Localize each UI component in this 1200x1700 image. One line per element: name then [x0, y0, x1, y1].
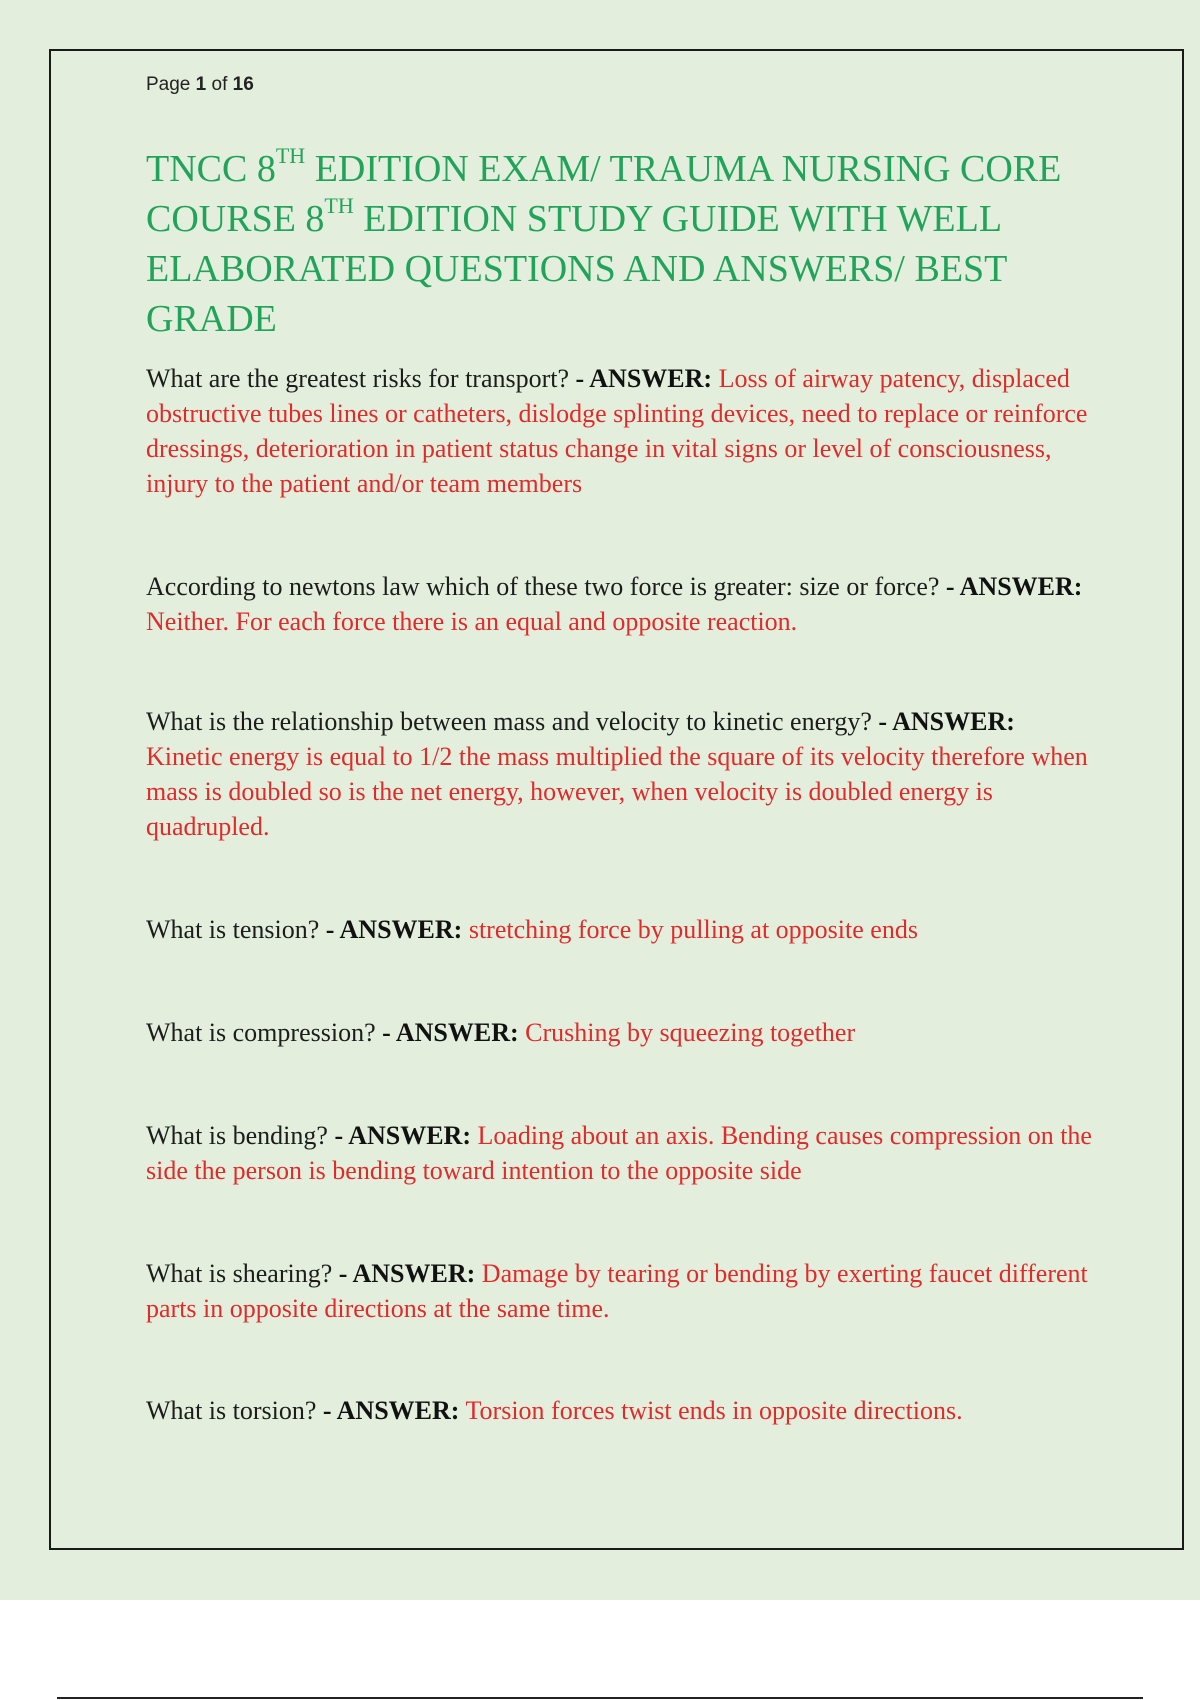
separator: - [319, 915, 340, 944]
question-text: According to newtons law which of these two force is greater: size or force? [146, 572, 940, 601]
page-number-prefix: Page [146, 74, 191, 95]
qa-item [146, 912, 1096, 947]
answer-text: Loading about an axis. Bending causes compression on the side the person is bending toward intention to the opposite side [146, 1121, 1092, 1185]
page-number-current: 1 [195, 74, 207, 95]
separator: - [939, 572, 960, 601]
qa-item [146, 1393, 1096, 1428]
answer-label: ANSWER: [339, 915, 463, 944]
separator: - [316, 1396, 337, 1425]
title-part-2: EDITION EXAM/ TRAUMA NURSING CORE COURSE 8 [146, 148, 1062, 240]
question-text: What is shearing? [146, 1259, 333, 1288]
qa-item [146, 1118, 1096, 1188]
qa-item [146, 1256, 1096, 1326]
question-text: What is bending? [146, 1121, 328, 1150]
separator: - [569, 364, 590, 393]
title-part-3: EDITION STUDY GUIDE WITH WELL ELABORATED QUESTIONS AND ANSWERS/ BEST GRADE [146, 198, 1007, 340]
separator: - [871, 707, 893, 736]
page-number [146, 74, 254, 96]
answer-text: stretching force by pulling at opposite ends [468, 915, 918, 944]
question-text: What is torsion? [146, 1396, 317, 1425]
qa-item [146, 1015, 1096, 1050]
page-number-of: of [211, 74, 228, 95]
answer-text: Kinetic energy is equal to 1/2 the mass multiplied the square of its velocity therefore when mass is doubled so is the net energy, however, when velocity is doubled energy is quadrupled. [146, 742, 1088, 841]
title-superscript-2: TH [324, 193, 354, 219]
page-number-total: 16 [232, 74, 254, 95]
title-part-1: TNCC 8 [146, 148, 276, 190]
qa-item [146, 569, 1096, 639]
document-title [146, 144, 1106, 344]
answer-text: Loss of airway patency, displaced obstructive tubes lines or catheters, dislodge splinting devices, need to replace or reinforce dressings, deterioration in patient status change in vital signs or level of consciousness, injury to the patient and/or team members [146, 364, 1088, 498]
separator: - [332, 1259, 353, 1288]
separator: - [375, 1018, 396, 1047]
question-text: What is compression? [146, 1018, 376, 1047]
title-superscript-1: TH [275, 143, 306, 169]
answer-label: ANSWER: [589, 364, 713, 393]
answer-label: ANSWER: [348, 1121, 471, 1150]
separator: - [327, 1121, 349, 1150]
answer-label: ANSWER: [395, 1018, 519, 1047]
answer-label: ANSWER: [959, 572, 1083, 601]
question-text: What are the greatest risks for transport? [146, 364, 570, 393]
answer-label: ANSWER: [336, 1396, 460, 1425]
answer-text: Neither. For each force there is an equal and opposite reaction. [146, 607, 798, 636]
answer-label: ANSWER: [892, 707, 1015, 736]
qa-item [146, 704, 1096, 844]
question-text: What is tension? [146, 915, 320, 944]
answer-text: Torsion forces twist ends in opposite directions. [465, 1396, 963, 1425]
qa-item [146, 361, 1096, 501]
answer-text: Crushing by squeezing together [525, 1018, 856, 1047]
bottom-divider [57, 1697, 1143, 1699]
answer-label: ANSWER: [352, 1259, 476, 1288]
question-text: What is the relationship between mass and velocity to kinetic energy? [146, 707, 872, 736]
answer-text: Damage by tearing or bending by exerting faucet different parts in opposite directions at the same time. [146, 1259, 1088, 1323]
